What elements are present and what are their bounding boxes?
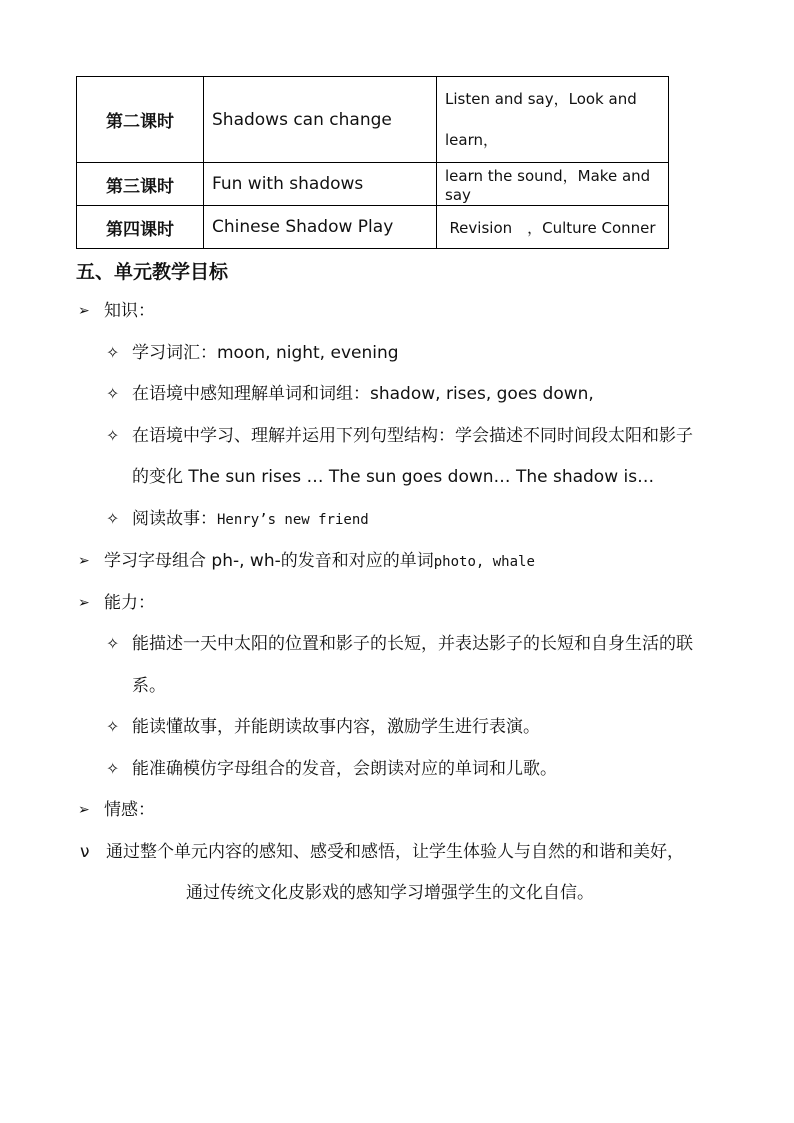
arrow-bullet-icon: ➢ [78, 553, 90, 569]
phonics-item: 学习字母组合 ph-, wh-的发音和对应的单词photo, whale [104, 551, 535, 571]
table-row [77, 163, 669, 206]
emotion-label: 情感： [104, 800, 155, 820]
section-heading: 五、单元教学目标 [76, 261, 229, 283]
lesson-schedule-table [76, 76, 669, 249]
lesson-number: 第四课时 [77, 206, 204, 249]
emotion-text: 通过整个单元内容的感知、感受和感悟，让学生体验人与自然的和谐和美好， [106, 842, 684, 862]
arrow-bullet-icon: ➢ [78, 303, 90, 319]
diamond-bullet-icon: ✧ [106, 426, 120, 445]
list-item: 能读懂故事，并能朗读故事内容，激励学生进行表演。 [132, 717, 540, 737]
emotion-text-continuation: 通过传统文化皮影戏的感知学习增强学生的文化自信。 [186, 883, 594, 903]
list-item: 能准确模仿字母组合的发音，会朗读对应的单词和儿歌。 [132, 759, 557, 779]
table-row [77, 77, 669, 163]
list-item: 能描述一天中太阳的位置和影子的长短，并表达影子的长短和自身生活的联 [132, 634, 693, 654]
list-item: 阅读故事：Henry’s new friend [132, 509, 369, 529]
arrow-bullet-icon: ➢ [78, 802, 90, 818]
lesson-title: Fun with shadows [204, 163, 437, 206]
knowledge-label: 知识： [104, 301, 155, 321]
story-title: Henry’s new friend [217, 512, 369, 528]
table-row [77, 206, 669, 249]
diamond-bullet-icon: ✧ [106, 717, 120, 736]
diamond-bullet-icon: ✧ [106, 634, 120, 653]
list-item: 在语境中学习、理解并运用下列句型结构：学会描述不同时间段太阳和影子 [132, 426, 693, 446]
diamond-bullet-icon: ✧ [106, 759, 120, 778]
list-item-continuation: 的变化 The sun rises … The sun goes down… The shadow is… [132, 467, 655, 487]
list-item-continuation: 系。 [132, 676, 166, 696]
lesson-content: learn the sound，Make and say [437, 163, 669, 206]
lesson-number: 第三课时 [77, 163, 204, 206]
list-item: 在语境中感知理解单词和词组：shadow, rises, goes down, [132, 384, 594, 404]
lesson-content: Revision ，Culture Conner [437, 206, 669, 249]
diamond-bullet-icon: ✧ [106, 384, 120, 403]
arrow-bullet-icon: ➢ [78, 595, 90, 611]
lesson-content: Listen and say，Look and learn， [437, 77, 669, 163]
nu-bullet-icon: ν [80, 842, 90, 862]
lesson-number: 第二课时 [77, 77, 204, 163]
diamond-bullet-icon: ✧ [106, 343, 120, 362]
diamond-bullet-icon: ✧ [106, 509, 120, 528]
list-item: 学习词汇：moon, night, evening [132, 343, 399, 363]
phonics-words: photo, whale [433, 554, 535, 570]
lesson-title: Chinese Shadow Play [204, 206, 437, 249]
ability-label: 能力： [104, 593, 155, 613]
lesson-title: Shadows can change [204, 77, 437, 163]
